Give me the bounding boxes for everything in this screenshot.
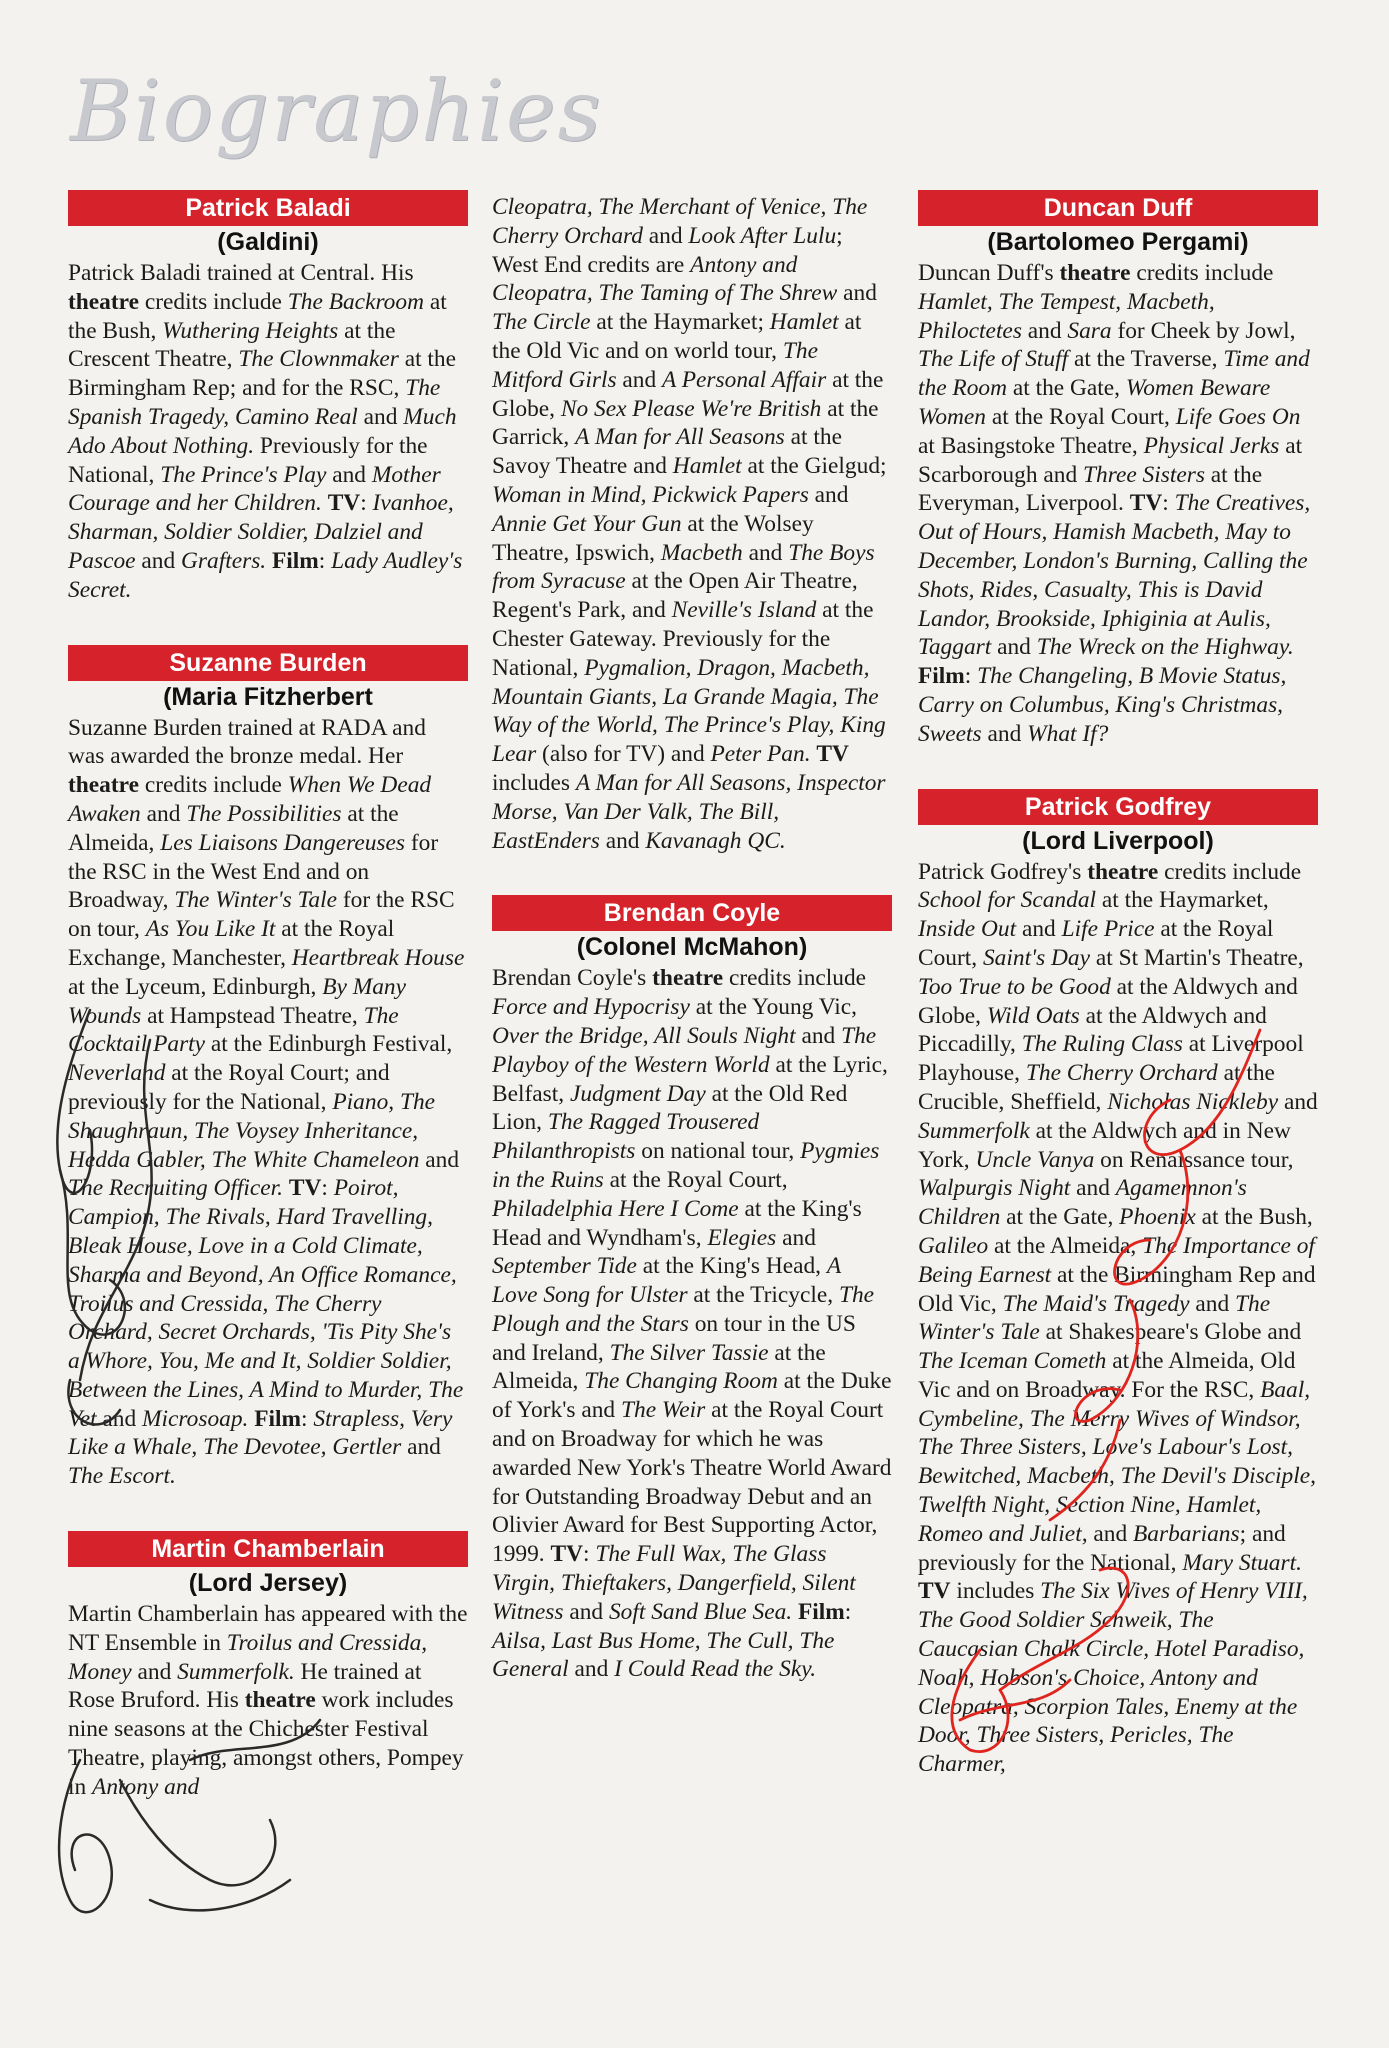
title-italic: Macbeth [660, 539, 743, 566]
text-run: at the Aldwych and in New York, [918, 1117, 1291, 1173]
bio-role: (Colonel McMahon) [576, 933, 808, 962]
text-run: at Hampstead Theatre, [141, 1002, 364, 1029]
text-run: : [318, 547, 332, 574]
text-run: credits include [723, 965, 867, 992]
title-italic: A Man for All Seasons [575, 424, 785, 451]
bio-name: Patrick Baladi [68, 190, 468, 226]
bio-duncan-duff [918, 190, 1318, 749]
bio-brendan-coyle [492, 895, 892, 1684]
text-run: and [326, 461, 372, 488]
text-run: and [96, 1405, 143, 1432]
title-italic: Piano, The Shaughraun, The Voysey Inheritance, Hedda Gabler, The White Chameleon [68, 1088, 436, 1173]
text-run: and [131, 1658, 178, 1685]
title-italic: Too True to be Good [918, 973, 1111, 1000]
title-italic: The Circle [492, 309, 591, 336]
title-italic: Galileo [918, 1232, 989, 1259]
text-run: and [599, 827, 646, 854]
text-run: Martin Chamberlain has appeared with the NT Ensemble in [68, 1601, 468, 1656]
text-run: at Basingstoke Theatre, [918, 432, 1144, 459]
text-run: and [808, 481, 849, 508]
title-italic: Les Liaisons Dangereuses [160, 829, 405, 856]
title-italic: The Life of Stuff [918, 346, 1069, 373]
text-run: for the RSC in the West End and on Broadway, [68, 829, 439, 914]
text-run: credits include [139, 772, 288, 799]
title-italic: The Winter's Tale [918, 1290, 1271, 1346]
title-italic: The Backroom [287, 288, 424, 315]
title-italic: Heartbreak House [291, 944, 465, 971]
title-italic: Look After Lulu [688, 222, 837, 249]
title-italic: The Recruiting Officer. [68, 1175, 284, 1202]
title-italic: Pygmies in the Ruins [492, 1138, 880, 1193]
bio-name: Martin Chamberlain [68, 1531, 468, 1567]
text-run: on national tour, [635, 1138, 801, 1165]
text-run: at the Bush, [68, 288, 447, 344]
text-run: work includes nine seasons at the Chichester Festival Theatre, playing, amongst others, Pompey in [68, 1687, 464, 1800]
title-italic: The Plough and the Stars [492, 1282, 875, 1337]
text-run: Previously for the National, [68, 432, 428, 488]
bio-name: Suzanne Burden [68, 645, 468, 681]
text-run: at the Wolsey Theatre, Ipswich, [492, 510, 814, 566]
label-bold: theatre [1059, 260, 1131, 286]
text-run: at the Young Vic, [689, 994, 858, 1021]
title-italic: Kavanagh QC. [645, 827, 786, 854]
text-run: at the Royal Exchange, Manchester, [68, 916, 395, 971]
text-run: at the Aldwych and Globe, [918, 973, 1298, 1029]
label-bold: TV [1129, 490, 1163, 517]
title-italic: Pygmalion, Dragon, Macbeth, Mountain Giants, La Grande Magia, The Way of the World, The Prince's Play, King Lear [492, 654, 886, 768]
title-italic: A Personal Affair [662, 366, 827, 393]
title-italic: The Boys from Syracuse [492, 539, 875, 595]
title-italic: The Ragged Trousered Philanthropists [492, 1109, 760, 1165]
title-italic: The Full Wax, The Glass Virgin, Thieftakers, Dangerfield, Silent Witness [492, 1541, 856, 1625]
column-1 [68, 190, 468, 1842]
text-run: at the Royal Court, [986, 403, 1176, 430]
text-run: and [135, 547, 182, 574]
label-bold: TV [816, 741, 849, 768]
title-italic: The Changeling, B Movie Status, Carry on Columbus, King's Christmas, Sweets [918, 663, 1287, 747]
title-italic: The Winter's Tale [174, 887, 338, 914]
title-italic: Life Price [1061, 916, 1155, 943]
label-bold: TV [550, 1541, 583, 1568]
title-italic: Microsoap. [142, 1405, 249, 1432]
bio-text [918, 259, 1318, 749]
bio-name: Duncan Duff [918, 190, 1318, 226]
text-run: at the Old Vic and on world tour, [492, 309, 862, 364]
text-run: and [981, 720, 1028, 747]
title-italic: The Silver Tassie [609, 1339, 769, 1366]
text-run: : [1162, 490, 1175, 517]
text-run: at the Lyric, Belfast, [492, 1051, 888, 1107]
title-italic: Philadelphia Here I Come [492, 1195, 739, 1222]
text-run: at the Almeida, Old Vic and on Broadway. For the RSC, [918, 1348, 1296, 1403]
title-italic: Hamlet [769, 309, 839, 336]
text-run: : [582, 1541, 596, 1568]
label-bold: theatre [652, 965, 724, 992]
text-run: at the Everyman, Liverpool. [918, 461, 1263, 517]
text-run: at the Almeida, [988, 1232, 1143, 1259]
title-italic: The Mitford Girls [492, 337, 818, 393]
text-run: and [1016, 916, 1062, 943]
title-italic: No Sex Please We're British [560, 395, 822, 422]
title-italic: Neville's Island [671, 597, 817, 624]
text-run: credits include [1158, 858, 1302, 885]
title-italic: A Man for All Seasons, Inspector Morse, Van Der Valk, The Bill, EastEnders [492, 769, 886, 854]
title-italic: The Ruling Class [1021, 1031, 1183, 1058]
text-run: on tour in the US and Ireland, [492, 1310, 856, 1366]
title-italic: Summerfolk [918, 1117, 1030, 1144]
bio-text [68, 259, 468, 605]
text-run: and [1189, 1290, 1235, 1317]
title-italic: Hamlet [672, 453, 742, 480]
title-italic: Walpurgis Night [918, 1175, 1071, 1202]
text-run: and [563, 1598, 609, 1625]
title-italic: Nicholas Nickleby [1107, 1088, 1279, 1115]
bio-name: Patrick Godfrey [918, 789, 1318, 825]
title-italic: Peter Pan. [710, 741, 811, 768]
text-run: at the Royal Court and on Broadway for which he was awarded New York's Theatre World Award for Outstanding Broadway Debut and an Olivier Award for Best Supporting Actor, 1999. [492, 1397, 892, 1568]
text-run: and [1087, 1520, 1134, 1547]
text-run: at the Tricycle, [687, 1282, 839, 1309]
title-italic: The Creatives, Out of Hours, Hamish Macbeth, May to December, London's Burning, Calling the Shots, Rides, Casualty, This is David Landor, Brookside, Iphiginia at Aulis, Taggart [918, 490, 1311, 661]
label-bold: Film [272, 547, 319, 574]
text-run: and [1070, 1175, 1116, 1202]
title-italic: The Maid's Tragedy [1002, 1290, 1190, 1317]
text-run: at the Birmingham Rep; and for the RSC, [68, 346, 457, 402]
text-run: at the Gate, [1007, 375, 1126, 402]
text-run: at the Gielgud; [741, 453, 887, 480]
bio-role: (Lord Liverpool) [1022, 826, 1214, 855]
text-run: and [401, 1434, 441, 1461]
title-italic: Hamlet, The Tempest, Macbeth, Philoctetes [918, 288, 1215, 344]
bio-suzanne-burden [68, 645, 468, 1492]
text-run: and [795, 1022, 842, 1049]
text-run: at the Almeida, [68, 800, 399, 856]
text-run: Brendan Coyle's [492, 965, 653, 992]
label-bold: Film [798, 1598, 845, 1625]
text-run: at the Aldwych and Piccadilly, [918, 1002, 1267, 1058]
text-run: Patrick Godfrey's [918, 858, 1088, 885]
title-italic: The Cherry Orchard [1025, 1060, 1218, 1087]
text-run: and [419, 1146, 460, 1173]
text-run: on Renaissance tour, [1094, 1146, 1294, 1173]
text-run: at the Lyceum, Edinburgh, [68, 973, 323, 1000]
text-run: at the Haymarket; [590, 309, 770, 336]
label-bold: Film [918, 663, 965, 690]
text-run: for the RSC on tour, [68, 887, 455, 943]
title-italic: Judgment Day [569, 1080, 706, 1107]
bio-martin-chamberlain [68, 1531, 468, 1802]
text-run: credits include [1130, 260, 1274, 286]
title-italic: Antony and Cleopatra, The Taming of The Shrew [492, 251, 838, 307]
text-run: and [1278, 1088, 1318, 1115]
text-run: at the Traverse, [1068, 346, 1224, 373]
title-italic: Poirot, Campion, The Rivals, Hard Travelling, Bleak House, Love in a Cold Climate, Sharma and Beyond, An Office Romance, Troilus and Cressida, The Cherry Orchard, Secret Orchards, 'Tis Pity She's a Whore, You, Me and It, Soldier Soldier, Between the Lines, A Mind to Murder, The Vet [68, 1175, 464, 1432]
bio-text [68, 1600, 468, 1802]
title-italic: By Many Wounds [68, 973, 406, 1029]
text-run: and [991, 634, 1037, 661]
text-run: at the King's Head, [636, 1253, 827, 1280]
title-italic: Women Beware Women [918, 375, 1271, 430]
text-run: at the Royal Court, [603, 1166, 788, 1193]
title-italic: Woman in Mind, Pickwick Papers [492, 481, 809, 508]
text-run: at the Crucible, Sheffield, [918, 1060, 1275, 1115]
text-run: and [1021, 317, 1068, 344]
bio-role: (Lord Jersey) [188, 1569, 348, 1598]
label-bold: theatre [244, 1687, 316, 1714]
bio-role: (Maria Fitzherbert [163, 682, 373, 711]
title-italic: The Escort. [68, 1463, 176, 1490]
title-italic: The Wreck on the Highway. [1036, 634, 1294, 661]
title-italic: Wild Oats [986, 1002, 1080, 1029]
bio-name: Brendan Coyle [492, 895, 892, 931]
text-run: at the Birmingham Rep and Old Vic, [918, 1261, 1316, 1317]
title-italic: The Playboy of the Western World [492, 1022, 877, 1078]
title-italic: As You Like It [145, 916, 276, 943]
text-run: at the Gate, [1000, 1204, 1120, 1231]
title-italic: The Six Wives of Henry VIII, The Good Soldier Schweik, The Caucasian Chalk Circle, Hotel Paradiso, Noah, Hobson's Choice, Antony and Cleopatra, Scorpion Tales, Enemy at the Door, Three Sisters, Pericles, The Charmer, [918, 1578, 1308, 1778]
text-run: at the Royal Court; and previously for the National, [68, 1060, 390, 1115]
bio-text [918, 858, 1318, 1780]
bio-role: (Galdini) [217, 228, 319, 256]
text-run: at the Garrick, [492, 395, 879, 451]
title-italic: A Love Song for Ulster [492, 1253, 841, 1309]
text-run: at the Bush, [1195, 1204, 1313, 1231]
title-italic: Over the Bridge, All Souls Night [492, 1022, 796, 1049]
title-italic: Elegies [707, 1224, 777, 1251]
title-italic: The Possibilities [186, 800, 342, 827]
title-italic: Strapless, Very Like a Whale, The Devotee, Gertler [68, 1405, 453, 1461]
title-italic: When We Dead Awaken [68, 772, 432, 827]
title-italic: Life Goes On [1175, 403, 1301, 430]
title-italic: The Cocktail Party [68, 1002, 399, 1058]
title-italic: Phoenix [1119, 1204, 1196, 1231]
title-italic: Uncle Vanya [975, 1146, 1095, 1173]
title-italic: Agamemnon's Children [918, 1175, 1247, 1231]
title-italic: Summerfolk. [177, 1658, 295, 1685]
text-run: at the Crescent Theatre, [68, 317, 396, 373]
text-run: and [742, 539, 789, 566]
text-run: ; West End credits are [492, 222, 843, 278]
title-italic: The Clownmaker [238, 346, 399, 373]
label-bold: Film [254, 1405, 302, 1432]
label-bold: TV [918, 1578, 951, 1605]
text-run: at the Chester Gateway. Previously for the National, [492, 597, 874, 681]
bio-role: (Bartolomeo Pergami) [987, 228, 1249, 256]
column-3 [918, 190, 1318, 1819]
title-italic: Sara [1067, 317, 1112, 344]
title-italic: Force and Hypocrisy [492, 994, 690, 1021]
text-run: (also for TV) and [536, 741, 711, 768]
column-2 [492, 193, 892, 1724]
title-italic: Mary Stuart. [1182, 1549, 1302, 1576]
text-run: at Liverpool Playhouse, [918, 1031, 1304, 1087]
title-italic: The Prince's Play [160, 461, 327, 488]
title-italic: Mother Courage and her Children. [68, 461, 441, 517]
text-run: at Scarborough and [918, 432, 1303, 488]
title-italic: Inside Out [918, 916, 1017, 943]
text-run: and [357, 403, 404, 430]
label-bold: TV [327, 490, 361, 517]
text-run: and [837, 280, 877, 307]
title-italic: Antony and [92, 1773, 200, 1800]
text-run: at the Haymarket, [1096, 887, 1269, 914]
text-run: : [844, 1598, 852, 1625]
title-italic: Soft Sand Blue Sea. [608, 1598, 793, 1625]
title-italic: Saint's Day [982, 944, 1090, 971]
title-italic: Troilus and Cressida, Money [68, 1629, 428, 1685]
text-run: at St Martin's Theatre, [1090, 944, 1304, 971]
text-run: at the Globe, [492, 366, 884, 422]
title-italic: What If? [1027, 720, 1109, 747]
text-run: for Cheek by Jowl, [1111, 317, 1296, 344]
text-run: includes [492, 769, 576, 796]
text-run: Patrick Baladi trained at Central. His [68, 260, 414, 286]
text-run: at the Royal Court, [918, 916, 1274, 971]
title-italic: Lady Audley's Secret. [68, 547, 463, 603]
title-italic: Barbarians [1133, 1520, 1240, 1547]
text-run: at Shakespeare's Globe and [1039, 1319, 1302, 1346]
text-run: Duncan Duff's [918, 260, 1060, 286]
title-italic: Three Sisters [1083, 461, 1205, 488]
text-run: ; and previously for the National, [918, 1520, 1286, 1576]
title-italic: Annie Get Your Gun [492, 510, 682, 537]
label-bold: theatre [68, 772, 140, 799]
title-italic: Much Ado About Nothing. [68, 403, 457, 459]
text-run: Suzanne Burden trained at RADA and was awarded the bronze medal. Her [68, 714, 426, 770]
text-run: at the Almeida, [492, 1339, 826, 1395]
text-run: includes [950, 1578, 1041, 1605]
title-italic: Wuthering Heights [162, 317, 339, 344]
text-run: at the Old Red Lion, [492, 1080, 848, 1136]
bio-patrick-godfrey [918, 789, 1318, 1780]
label-bold: theatre [68, 288, 140, 315]
text-run: at the King's Head and Wyndham's, [492, 1195, 862, 1251]
title-italic: Cleopatra, The Merchant of Venice, The Cherry Orchard [492, 194, 868, 249]
text-run: at the Duke of York's and [492, 1368, 892, 1424]
bio-martin-chamberlain-continued [492, 193, 892, 855]
text-run: : [301, 1405, 314, 1432]
title-italic: I Could Read the Sky. [614, 1656, 817, 1683]
text-run: and [642, 222, 689, 249]
title-italic: Ivanhoe, Sharman, Soldier Soldier, Dalziel and Pascoe [68, 490, 454, 574]
text-run: : [964, 663, 978, 690]
bio-text [492, 964, 892, 1684]
bio-text [68, 714, 468, 1492]
title-italic: The Spanish Tragedy, Camino Real [68, 375, 441, 430]
title-italic: Grafters. [181, 547, 267, 574]
title-italic: The Weir [620, 1397, 706, 1424]
page-title: Biographies [70, 62, 603, 160]
bio-patrick-baladi [68, 190, 468, 605]
title-italic: The Importance of Being Earnest [918, 1232, 1315, 1288]
text-run: and [616, 366, 663, 393]
title-italic: Neverland [68, 1060, 166, 1087]
title-italic: Time and the Room [918, 346, 1310, 402]
label-bold: theatre [1087, 858, 1159, 885]
title-italic: Ailsa, Last Bus Home, The Cull, The General [492, 1627, 835, 1683]
title-italic: The Iceman Cometh [918, 1348, 1107, 1375]
text-run: : [360, 490, 373, 517]
text-run: at the Open Air Theatre, Regent's Park, and [492, 568, 858, 624]
bio-text [492, 193, 892, 855]
text-run: at the Edinburgh Festival, [205, 1031, 453, 1058]
title-italic: Physical Jerks [1143, 432, 1280, 459]
title-italic: The Changing Room [584, 1368, 778, 1395]
text-run: and [140, 800, 187, 827]
text-run: : [321, 1175, 334, 1202]
text-run: and [568, 1656, 615, 1683]
title-italic: Baal, Cymbeline, The Merry Wives of Windsor, The Three Sisters, Love's Labour's Lost, Bewitched, Macbeth, The Devil's Disciple, Twelfth Night, Section Nine, Hamlet, Romeo and Juliet, [918, 1376, 1316, 1547]
text-run: credits include [139, 288, 288, 315]
text-run: at the Savoy Theatre and [492, 424, 842, 480]
text-run: He trained at Rose Bruford. His [68, 1658, 422, 1714]
title-italic: September Tide [492, 1253, 637, 1280]
text-run: and [776, 1224, 816, 1251]
title-italic: School for Scandal [918, 887, 1097, 914]
label-bold: TV [288, 1175, 322, 1202]
